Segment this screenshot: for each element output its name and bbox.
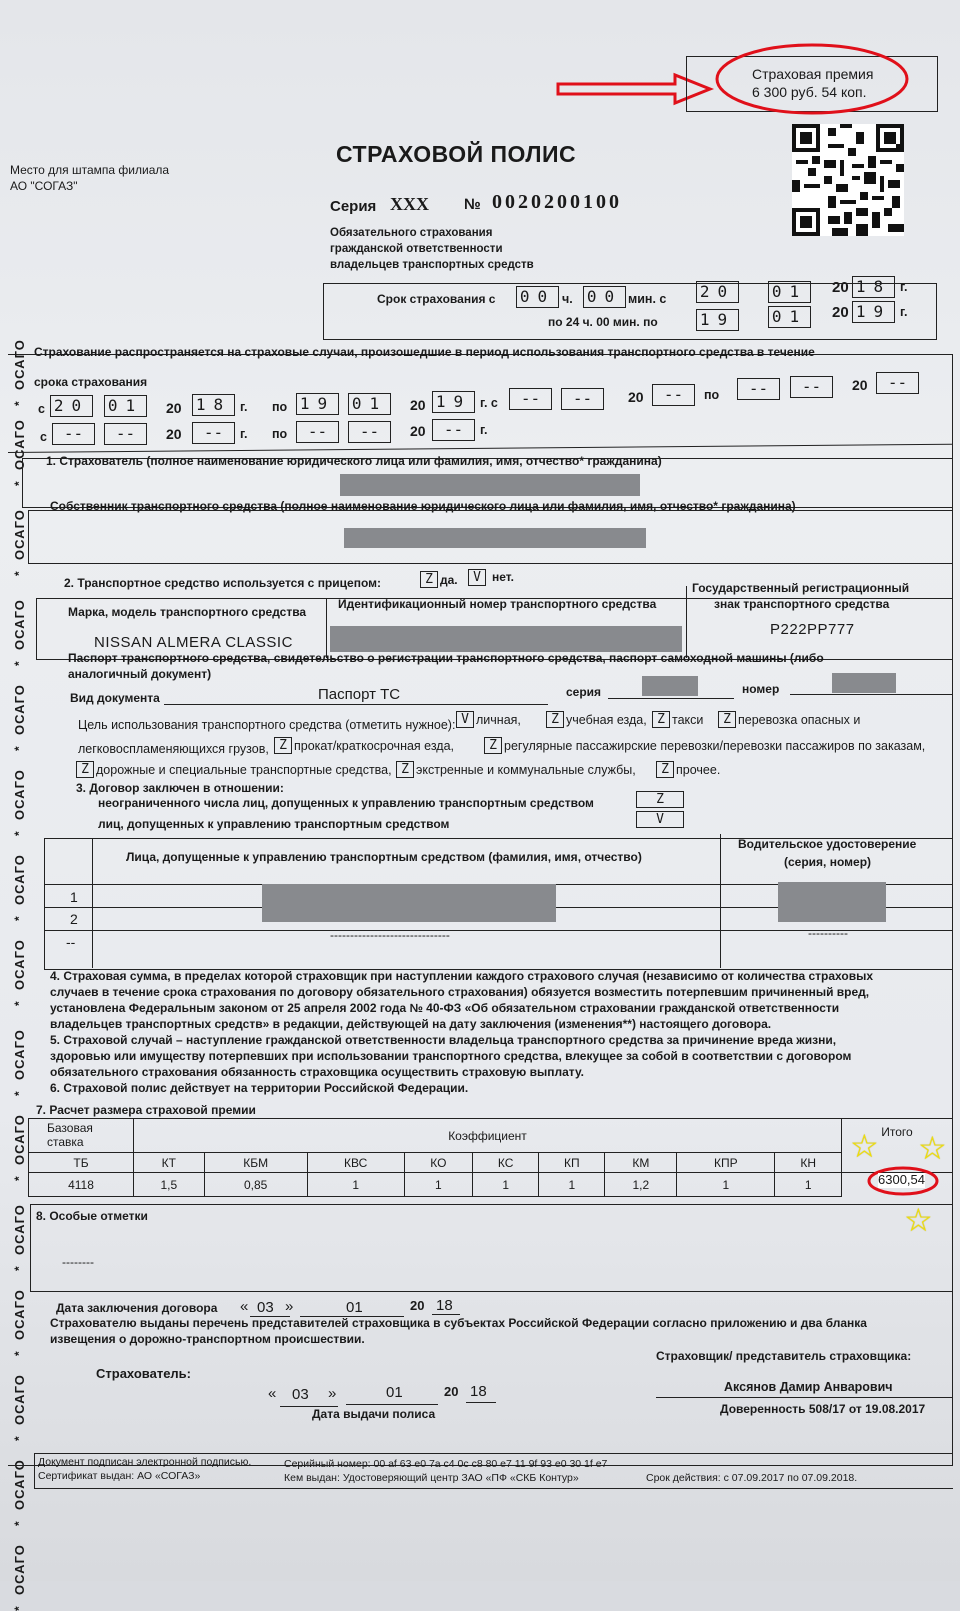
premium-calc-table — [28, 1118, 952, 1197]
stamp-place-label: Место для штампа филиала — [10, 163, 170, 177]
divider — [686, 586, 687, 658]
side-osago-label: ОСАГО — [12, 1204, 27, 1255]
licenses-redacted — [778, 882, 886, 922]
coverage-p1-month — [104, 395, 146, 417]
make-label: Марка, модель транспортного средства — [68, 605, 307, 619]
dash-cell: -- — [876, 372, 919, 394]
term-from-year-prefix: 20 — [832, 279, 849, 296]
asterisk-icon: * — [12, 1175, 26, 1181]
coverage-p1-day-value: 20 — [50, 395, 93, 417]
asterisk-icon: * — [12, 1520, 26, 1526]
number-value: 0020200100 — [492, 191, 622, 213]
s8-label: 8. Особые отметки — [36, 1209, 148, 1223]
vin-redacted — [330, 626, 682, 652]
coverage-text: Страхование распространяется на страховые случаи, произошедшие в период использования транспортного средства в течение — [34, 345, 815, 359]
purpose-label: Цель использования транспортного средства (отметить нужное): — [78, 718, 456, 732]
coverage-p5-year-prefix: 20 — [166, 426, 182, 442]
purpose-label: такси — [672, 713, 704, 727]
divider — [92, 838, 93, 968]
terms-line: здоровью или имуществу потерпевших при использовании транспортного средства, влекущее за собой в соответствии с договором — [50, 1049, 852, 1063]
purpose-label: перевозка опасных и — [738, 713, 861, 727]
purpose-checkbox[interactable]: Z — [718, 711, 736, 728]
doc-series-redacted — [642, 676, 698, 696]
dash-cell: -- — [432, 419, 475, 441]
coverage-p4-day — [737, 378, 779, 400]
purpose-label: дорожные и специальные транспортные средства, — [96, 763, 392, 777]
coverage-p1-g: г. — [240, 400, 248, 414]
coef-header: Коэффициент — [134, 1119, 842, 1153]
subtitle-line3: владельцев транспортных средств — [330, 259, 534, 271]
calc-value-cell: 1 — [404, 1173, 473, 1197]
coverage-p2-month — [348, 393, 390, 415]
doc-number-label: номер — [742, 682, 780, 696]
s3-limited-checkbox[interactable]: V — [636, 811, 684, 828]
side-osago-label: ОСАГО — [12, 854, 27, 905]
asterisk-icon: * — [12, 570, 26, 576]
purpose-checkbox[interactable]: Z — [484, 737, 502, 754]
divider — [608, 698, 734, 699]
term-hours-label: ч. — [562, 292, 573, 306]
footer-serial: Серийный номер: 00 af 63 e0 7a c4 0c c8 80 e7 11 9f 93 e0 30 1f e7 — [284, 1458, 608, 1470]
coverage-c1: с — [38, 402, 45, 416]
drivers-names-redacted — [262, 884, 556, 922]
coverage-p5-month — [104, 423, 146, 445]
dash-cell: -- — [790, 376, 833, 398]
calc-value-cell: 1,5 — [134, 1173, 205, 1197]
purpose-checkbox[interactable]: V — [456, 711, 474, 728]
subtitle-line2: гражданской ответственности — [330, 243, 503, 255]
passport-label-line2: аналогичный документ) — [68, 667, 212, 681]
trailer-yes-checkbox[interactable]: Z — [420, 571, 438, 588]
star-icon: ☆ — [904, 1202, 933, 1238]
driver-dashes: ------------------------------ — [330, 928, 450, 942]
term-from-month — [768, 281, 810, 303]
calc-header-cell: КН — [775, 1153, 842, 1173]
term-from-year-value: 18 — [852, 276, 895, 298]
asterisk-icon: * — [12, 400, 26, 406]
doc-kind-label: Вид документа — [70, 691, 160, 705]
term-label: Срок страхования с — [377, 292, 496, 306]
term-hours — [516, 286, 558, 308]
term-to-year-suffix: г. — [900, 305, 908, 319]
term-to-month-value: 01 — [768, 306, 811, 328]
terms-line: 4. Страховая сумма, в пределах которой страховщик при наступлении каждого страхового случая (независимо от количества страховых — [50, 969, 874, 983]
divider — [346, 1404, 438, 1405]
asterisk-icon: * — [12, 1350, 26, 1356]
passport-label-line1: Паспорт транспортного средства, свидетельство о регистрации транспортного средства, паспорт самоходной машины (либо — [68, 651, 824, 665]
coverage-text2: срока страхования — [34, 375, 148, 389]
asterisk-icon: * — [12, 830, 26, 836]
calc-header-cell: КО — [404, 1153, 473, 1173]
coverage-p5-g: г. — [240, 427, 248, 441]
insurer-rep-label: Страховщик/ представитель страховщика: — [656, 1349, 912, 1363]
contract-date-open: « — [240, 1298, 249, 1315]
insurer-label: 1. Страхователь (полное наименование юридического лица или фамилия, имя, отчество* гражданина) — [46, 454, 662, 468]
term-to-year-prefix: 20 — [832, 304, 849, 321]
calc-value-cell: 4118 — [29, 1173, 134, 1197]
total-header: Итого — [842, 1119, 953, 1173]
calc-header-cell: КС — [473, 1153, 539, 1173]
contract-date-day: 03 — [257, 1299, 274, 1316]
term-from-year — [852, 276, 894, 298]
coverage-p1-day — [50, 395, 92, 417]
issue-date-close: » — [328, 1385, 337, 1402]
coverage-p6-month — [348, 421, 390, 443]
doc-number-redacted — [832, 673, 896, 693]
divider — [164, 704, 548, 705]
dash-cell: -- — [296, 421, 339, 443]
trailer-yes-label: да. — [440, 573, 458, 587]
issue-date-open: « — [268, 1385, 277, 1402]
term-from-month-value: 01 — [768, 281, 811, 303]
term-to-year — [852, 301, 894, 323]
calc-header-cell: КМ — [605, 1153, 677, 1173]
side-osago-label: ОСАГО — [12, 684, 27, 735]
owner-label: Собственник транспортного средства (полное наименование юридического лица или фамилия, имя, отчество* гражданина) — [50, 499, 796, 513]
coverage-po3: по — [704, 388, 720, 402]
subtitle-line1: Обязательного страхования — [330, 227, 493, 239]
coverage-p3-year-prefix: 20 — [628, 389, 644, 405]
calc-values-row — [29, 1173, 953, 1197]
dash-cell: -- — [104, 423, 147, 445]
issued-text-line2: извещения о дорожно-транспортном происшествии. — [50, 1332, 365, 1346]
purpose-checkbox[interactable]: Z — [652, 711, 670, 728]
term-from-year-suffix: г. — [900, 280, 908, 294]
coverage-p2-year-value: 19 — [432, 391, 475, 413]
calc-value-cell: 1,2 — [605, 1173, 677, 1197]
side-osago-label: ОСАГО — [12, 339, 27, 390]
total-value: 6300,54 — [878, 1172, 925, 1187]
term-from-day — [696, 281, 738, 303]
issue-date-caption: Дата выдачи полиса — [312, 1407, 436, 1421]
terms-line: 6. Страховой полис действует на территории Российской Федерации. — [50, 1081, 469, 1095]
drivers-header: Лица, допущенные к управлению транспортным средством (фамилия, имя, отчество) — [126, 850, 642, 864]
side-osago-label: ОСАГО — [12, 419, 27, 470]
calc-header-cell: КПР — [677, 1153, 775, 1173]
dash-cell: -- — [52, 423, 95, 445]
purpose-label: учебная езда, — [566, 713, 647, 727]
stamp-place-company: АО "СОГАЗ" — [10, 179, 78, 193]
coverage-p2-day-value: 19 — [296, 393, 339, 415]
power-of-attorney: Доверенность 508/17 от 19.08.2017 — [720, 1402, 926, 1416]
purpose-checkbox[interactable]: Z — [274, 737, 292, 754]
calc-value-cell: 1 — [539, 1173, 605, 1197]
term-to-label: по 24 ч. 00 мин. по — [548, 315, 658, 329]
term-minutes-label: мин. с — [628, 292, 667, 306]
issue-date-year-prefix: 20 — [444, 1384, 459, 1399]
series-value: XXX — [390, 194, 429, 214]
side-osago-label: ОСАГО — [12, 1114, 27, 1165]
footer-sig-line1: Документ подписан электронной подписью. — [38, 1456, 252, 1468]
coverage-p6-year — [432, 419, 474, 441]
term-hours-value: 00 — [516, 286, 559, 308]
purpose-checkbox[interactable]: Z — [76, 761, 94, 778]
asterisk-icon: * — [12, 1000, 26, 1006]
coverage-p6-day — [296, 421, 338, 443]
term-minutes — [583, 286, 625, 308]
dash-cell: -- — [348, 421, 391, 443]
base-rate-line2: ставка — [47, 1134, 84, 1149]
term-minutes-value: 00 — [583, 286, 626, 308]
purpose-checkbox[interactable]: Z — [656, 761, 674, 778]
calc-header-cell: КБМ — [204, 1153, 307, 1173]
driver-row-number: -- — [66, 934, 76, 950]
driver-row-number: 2 — [70, 911, 78, 927]
coverage-p2-year-prefix: 20 — [410, 397, 426, 413]
side-osago-label: ОСАГО — [12, 509, 27, 560]
divider — [656, 1397, 952, 1398]
reg-label-line1: Государственный регистрационный — [692, 581, 910, 595]
divider — [790, 694, 952, 695]
contract-date-close: » — [285, 1298, 294, 1315]
side-osago-label: ОСАГО — [12, 1289, 27, 1340]
side-osago-label: ОСАГО — [12, 1459, 27, 1510]
s8-value: -------- — [62, 1255, 94, 1269]
calc-header-cell: КП — [539, 1153, 605, 1173]
asterisk-icon: * — [12, 1435, 26, 1441]
make-value: NISSAN ALMERA CLASSIC — [94, 634, 293, 651]
purpose-checkbox[interactable]: Z — [546, 711, 564, 728]
calc-value-cell: 1 — [473, 1173, 539, 1197]
contract-date-year-prefix: 20 — [410, 1298, 425, 1313]
reg-label-line2: знак транспортного средства — [714, 597, 890, 611]
s7-label: 7. Расчет размера страховой премии — [36, 1103, 256, 1117]
rep-name: Аксянов Дамир Анварович — [724, 1380, 893, 1394]
asterisk-icon: * — [12, 1605, 26, 1611]
asterisk-icon: * — [12, 915, 26, 921]
contract-date-month: 01 — [346, 1299, 363, 1316]
terms-line: случаев в течение срока страхования по договору обязательного страхования) обязуется возместить потерпевшим причиненный вред, — [50, 985, 870, 999]
footer-validity: Срок действия: с 07.09.2017 по 07.09.2018. — [646, 1472, 858, 1484]
calc-header-cell: КВС — [307, 1153, 404, 1173]
term-to-day-value: 19 — [696, 309, 739, 331]
owner-frame — [28, 510, 953, 564]
coverage-p5-year — [192, 422, 234, 444]
trailer-no-label: нет. — [492, 570, 514, 584]
coverage-p6-year-prefix: 20 — [410, 423, 426, 439]
doc-kind-value: Паспорт ТС — [318, 686, 401, 703]
series-label: Серия — [330, 198, 377, 215]
purpose-label: личная, — [476, 713, 521, 727]
driver-row-number: 1 — [70, 889, 78, 905]
terms-line: владельцев транспортных средств» в редакции, действующей на дату заключения (изменения**) настоящего договора. — [50, 1017, 772, 1031]
contract-date-label: Дата заключения договора — [56, 1301, 218, 1315]
asterisk-icon: * — [12, 1265, 26, 1271]
divider — [720, 834, 721, 968]
notes-frame — [30, 1204, 953, 1292]
divider — [432, 1314, 460, 1315]
side-osago-label: ОСАГО — [12, 599, 27, 650]
page-title: СТРАХОВОЙ ПОЛИС — [336, 141, 577, 167]
purpose-label: экстренные и коммунальные службы, — [416, 763, 636, 777]
purpose-line2-start: легковоспламеняющихся грузов, — [78, 742, 269, 756]
asterisk-icon: * — [12, 745, 26, 751]
s3-unlimited-checkbox[interactable]: Z — [636, 791, 684, 808]
qr-code-icon — [792, 124, 904, 236]
s3-label: 3. Договор заключен в отношении: — [76, 781, 284, 795]
purpose-checkbox[interactable]: Z — [396, 761, 414, 778]
coverage-c2: с — [40, 430, 47, 444]
coverage-p2-month-value: 01 — [348, 393, 391, 415]
coverage-p3-month — [561, 388, 603, 410]
coverage-p1-year-value: 18 — [192, 394, 235, 416]
coverage-p1-year-prefix: 20 — [166, 400, 182, 416]
dash-cell: -- — [561, 388, 604, 410]
coverage-p4-year — [876, 372, 918, 394]
calc-header-cell: ТБ — [29, 1153, 134, 1173]
coverage-p2-year — [432, 391, 474, 413]
premium-label: Страховая премия — [752, 66, 874, 82]
license-header-line1: Водительское удостоверение — [738, 837, 917, 851]
issue-date-year: 18 — [470, 1383, 487, 1400]
asterisk-icon: * — [12, 480, 26, 486]
coverage-p5-day — [52, 423, 94, 445]
star-icon: ☆ — [918, 1130, 947, 1166]
calc-value-cell: 1 — [307, 1173, 404, 1197]
side-osago-label: ОСАГО — [12, 939, 27, 990]
side-osago-label: ОСАГО — [12, 1374, 27, 1425]
vin-label: Идентификационный номер транспортного средства — [338, 597, 657, 611]
terms-line: 5. Страховой случай – наступление гражданской ответственности владельца транспортного средства за причинение вреда жизни, — [50, 1033, 837, 1047]
calc-header-cell: КТ — [134, 1153, 205, 1173]
coverage-p3-year — [652, 384, 694, 406]
side-osago-label: ОСАГО — [12, 769, 27, 820]
dash-cell: -- — [737, 378, 780, 400]
term-to-month — [768, 306, 810, 328]
asterisk-icon: * — [12, 1090, 26, 1096]
terms-line: установлена Федеральным законом от 25 апреля 2002 года № 40-ФЗ «Об обязательном страховании гражданской ответственности — [50, 1001, 840, 1015]
dash-cell: -- — [652, 384, 695, 406]
coverage-p4-month — [790, 376, 832, 398]
star-icon: ☆ — [850, 1128, 879, 1164]
term-from-day-value: 20 — [696, 281, 739, 303]
purpose-label: прокат/краткосрочная езда, — [294, 739, 455, 753]
base-rate-header — [29, 1119, 134, 1153]
purpose-label: прочее. — [676, 763, 721, 777]
purpose-label: регулярные пассажирские перевозки/перевозки пассажиров по заказам, — [504, 739, 926, 753]
term-to-year-value: 19 — [852, 301, 895, 323]
coverage-p3-day — [509, 388, 551, 410]
trailer-no-checkbox[interactable]: V — [468, 569, 486, 586]
dash-cell: -- — [192, 422, 235, 444]
coverage-p1-month-value: 01 — [104, 395, 147, 417]
calc-header-row — [29, 1153, 953, 1173]
issued-text-line1: Страхователю выданы перечень представителей страховщика в субъектах Российской Федерации согласно приложению и два бланка — [50, 1316, 867, 1330]
coverage-p6-g: г. — [480, 423, 488, 437]
coverage-po5: по — [272, 427, 288, 441]
asterisk-icon: * — [12, 660, 26, 666]
license-header-line2: (серия, номер) — [784, 855, 872, 869]
dash-cell: -- — [509, 388, 552, 410]
divider — [466, 1402, 496, 1403]
license-dashes: ---------- — [808, 926, 848, 940]
footer-issuer: Кем выдан: Удостоверяющий центр ЗАО «ПФ «СКБ Контур» — [284, 1472, 579, 1484]
trailer-label: 2. Транспортное средство используется с прицепом: — [64, 576, 381, 590]
number-label: № — [464, 196, 481, 213]
policyholder-label: Страхователь: — [96, 1366, 191, 1381]
contract-date-year: 18 — [436, 1297, 453, 1314]
coverage-p4-year-prefix: 20 — [852, 377, 868, 393]
s3-unlimited-label: неограниченного числа лиц, допущенных к управлению транспортным средством — [98, 796, 594, 810]
premium-value: 6 300 руб. 54 коп. — [752, 84, 867, 100]
issue-date-day: 03 — [292, 1386, 309, 1403]
doc-series-label: серия — [566, 685, 602, 699]
s3-limited-label: лиц, допущенных к управлению транспортным средством — [98, 817, 450, 831]
footer-sig-line2: Сертификат выдан: АО «СОГАЗ» — [38, 1470, 201, 1482]
term-to-day — [696, 309, 738, 331]
reg-value: Р222РР777 — [770, 621, 855, 638]
coverage-po1: по — [272, 400, 288, 414]
side-osago-label: ОСАГО — [12, 1544, 27, 1595]
coverage-p1-year — [192, 394, 234, 416]
coverage-p2-day — [296, 393, 338, 415]
calc-value-cell: 1 — [677, 1173, 775, 1197]
calc-value-cell: 0,85 — [204, 1173, 307, 1197]
terms-line: обязательного страхования обязанность страховщика осуществить страховую выплату. — [50, 1065, 584, 1079]
calc-value-cell: 1 — [775, 1173, 842, 1197]
base-rate-line1: Базовая — [47, 1121, 93, 1136]
issue-date-month: 01 — [386, 1384, 403, 1401]
divider — [326, 598, 327, 658]
coverage-p2-gs: г. с — [480, 396, 498, 410]
side-osago-label: ОСАГО — [12, 1029, 27, 1080]
